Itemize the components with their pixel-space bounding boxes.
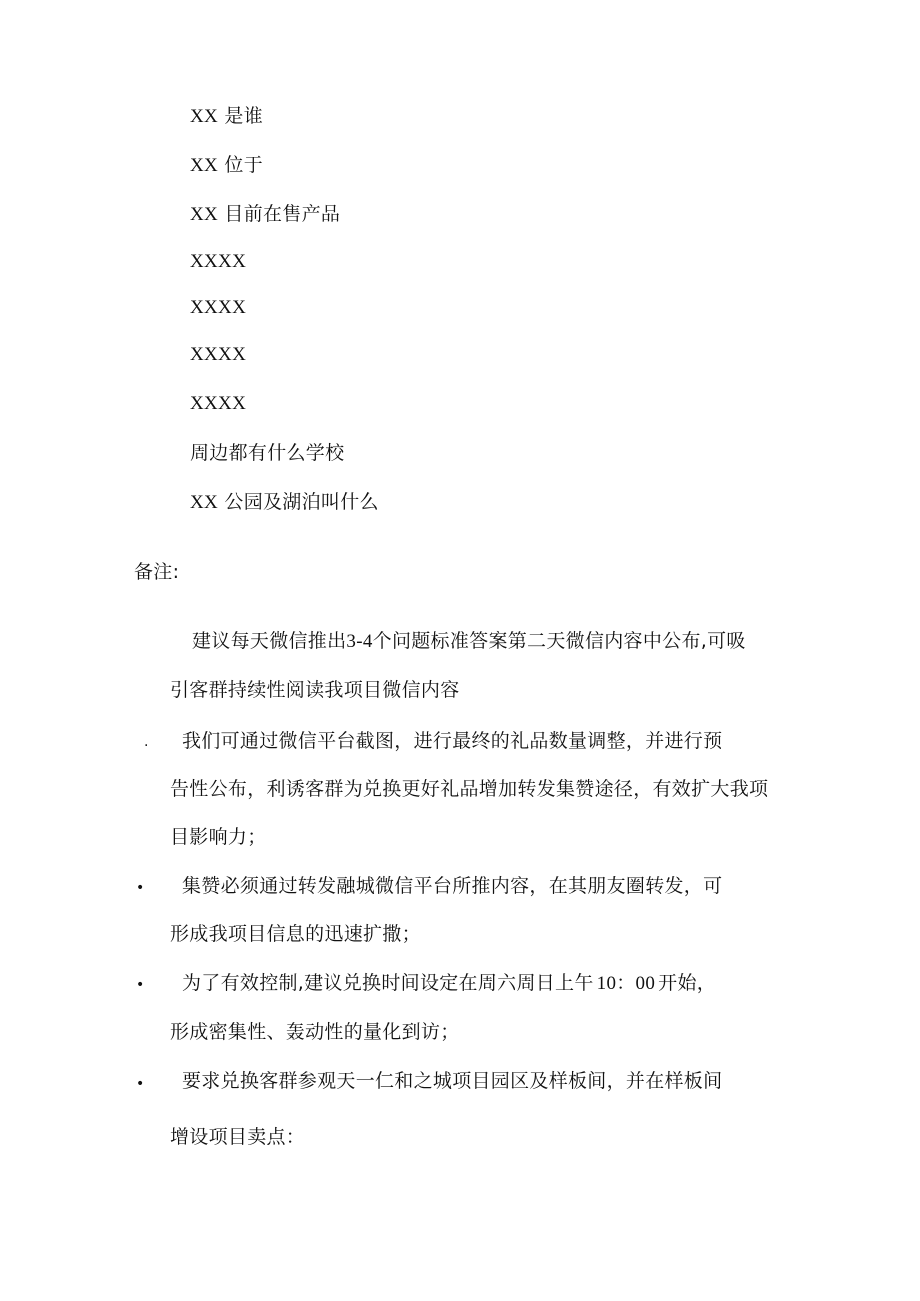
question-text: 是谁 — [224, 105, 263, 127]
note-item-2-line-1: 集赞必须通过转发融城微信平台所推内容，在其朋友圈转发，可 — [182, 875, 723, 897]
question-item-1 — [190, 104, 263, 129]
intro-number: 3-4 — [346, 631, 373, 652]
note-item-1-line-2: 告性公布，利诱客群为兑换更好礼品增加转发集赞途径，有效扩大我项 — [170, 778, 769, 800]
note-item-3-line-1 — [182, 971, 716, 996]
question-prefix: XX — [190, 204, 219, 225]
bullet-marker: • — [136, 1076, 145, 1092]
note-item-3-text-b: 开始， — [658, 972, 717, 994]
bullet-marker: • — [136, 977, 145, 993]
note-item-1-line-3: 目影响力； — [170, 826, 267, 848]
question-prefix: XXXX — [190, 344, 247, 365]
question-prefix: XX — [190, 106, 219, 127]
note-item-4-line-1: 要求兑换客群参观天一仁和之城项目园区及样板间，并在样板间 — [182, 1070, 723, 1092]
question-item-4 — [190, 250, 246, 274]
question-text: 位于 — [224, 154, 263, 176]
question-item-6 — [190, 343, 246, 367]
note-item-3-line-2: 形成密集性、轰动性的量化到访； — [170, 1021, 460, 1043]
question-prefix: XXXX — [190, 251, 247, 272]
note-item-2-line-2: 形成我项目信息的迅速扩撒； — [170, 923, 421, 945]
bullet-marker: • — [136, 880, 145, 896]
intro-text-a: 建议每天微信推出 — [192, 630, 347, 652]
question-prefix: XXXX — [190, 393, 247, 414]
note-item-4-line-2: 增设项目卖点： — [170, 1126, 306, 1148]
note-item-1-line-1: 我们可通过微信平台截图，进行最终的礼品数量调整，并进行预 — [182, 730, 723, 752]
question-item-9 — [190, 490, 379, 515]
intro-text-b: 个问题标准答案第二天微信内容中公布,可吸 — [372, 630, 746, 652]
question-text: 公园及湖泊叫什么 — [224, 491, 379, 513]
question-item-7 — [190, 392, 246, 416]
question-text: 目前在售产品 — [224, 203, 341, 225]
question-item-8 — [190, 441, 344, 465]
bullet-marker: . — [144, 734, 149, 750]
notes-heading: 备注: — [134, 561, 180, 583]
notes-intro-line-2: 引客群持续性阅读我项目微信内容 — [170, 679, 460, 701]
question-prefix: XX — [190, 155, 219, 176]
question-item-2 — [190, 153, 263, 178]
question-item-3 — [190, 202, 340, 227]
question-item-5 — [190, 296, 246, 320]
note-item-3-time: 10：00 — [596, 973, 656, 994]
question-prefix: XX — [190, 492, 219, 513]
note-item-3-text-a: 为了有效控制,建议兑换时间设定在周六周日上午 — [182, 972, 594, 994]
question-text: 周边都有什么学校 — [190, 442, 345, 464]
question-prefix: XXXX — [190, 297, 247, 318]
notes-intro-line-1 — [192, 629, 746, 654]
